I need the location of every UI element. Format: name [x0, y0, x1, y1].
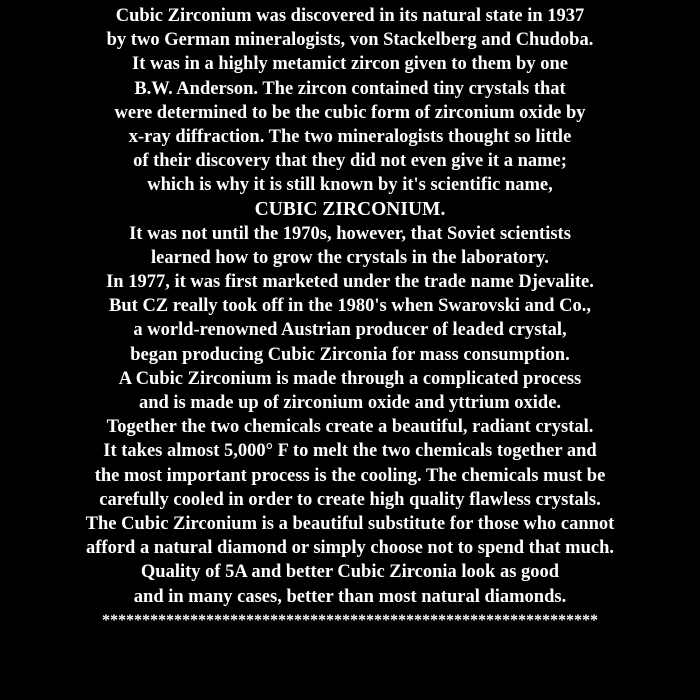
- text-line-24: Quality of 5A and better Cubic Zirconia look as good: [140, 562, 560, 583]
- text-line-6: x-ray diffraction. The two mineralogists thought so little: [128, 126, 572, 147]
- text-line-17: and is made up of zirconium oxide and yttrium oxide.: [138, 393, 562, 413]
- text-line-1: Cubic Zirconium was discovered in its natural state in 1937: [115, 6, 585, 26]
- text-line-21: carefully cooled in order to create high quality flawless crystals.: [99, 489, 601, 510]
- text-line-4: B.W. Anderson. The zircon contained tiny crystals that: [134, 78, 566, 99]
- document-body: [0, 4, 700, 700]
- text-line-7: of their discovery that they did not even give it a name;: [133, 151, 567, 172]
- text-line-5: were determined to be the cubic form of zirconium oxide by: [114, 102, 586, 123]
- text-line-3: It was in a highly metamict zircon given to them by one: [132, 54, 568, 75]
- text-line-8: which is why it is still known by it's scientific name,: [147, 175, 553, 196]
- text-line-16: A Cubic Zirconium is made through a complicated process: [118, 368, 582, 389]
- text-line-12: In 1977, it was first marketed under the trade name Djevalite.: [106, 272, 594, 293]
- text-line-14: a world-renowned Austrian producer of leaded crystal,: [133, 320, 567, 341]
- text-line-23: afford a natural diamond or simply choose not to spend that much.: [86, 538, 614, 559]
- text-line-25: and in many cases, better than most natural diamonds.: [133, 586, 567, 607]
- emphasized-heading-line: CUBIC ZIRCONIUM.: [254, 198, 446, 220]
- text-line-11: learned how to grow the crystals in the laboratory.: [151, 247, 549, 268]
- text-line-18: Together the two chemicals create a beautiful, radiant crystal.: [106, 417, 594, 438]
- text-line-2: by two German mineralogists, von Stackelberg and Chudoba.: [106, 30, 594, 51]
- text-line-20: the most important process is the cooling. The chemicals must be: [94, 465, 606, 486]
- text-line-15: began producing Cubic Zirconia for mass consumption.: [130, 344, 570, 365]
- text-line-22: The Cubic Zirconium is a beautiful substitute for those who cannot: [85, 513, 615, 534]
- text-line-10: It was not until the 1970s, however, that Soviet scientists: [129, 223, 571, 244]
- text-line-13: But CZ really took off in the 1980's when Swarovski and Co.,: [109, 296, 591, 317]
- text-line-19: It takes almost 5,000° F to melt the two chemicals together and: [103, 441, 597, 462]
- asterisk-divider: **************************************************************: [102, 611, 598, 629]
